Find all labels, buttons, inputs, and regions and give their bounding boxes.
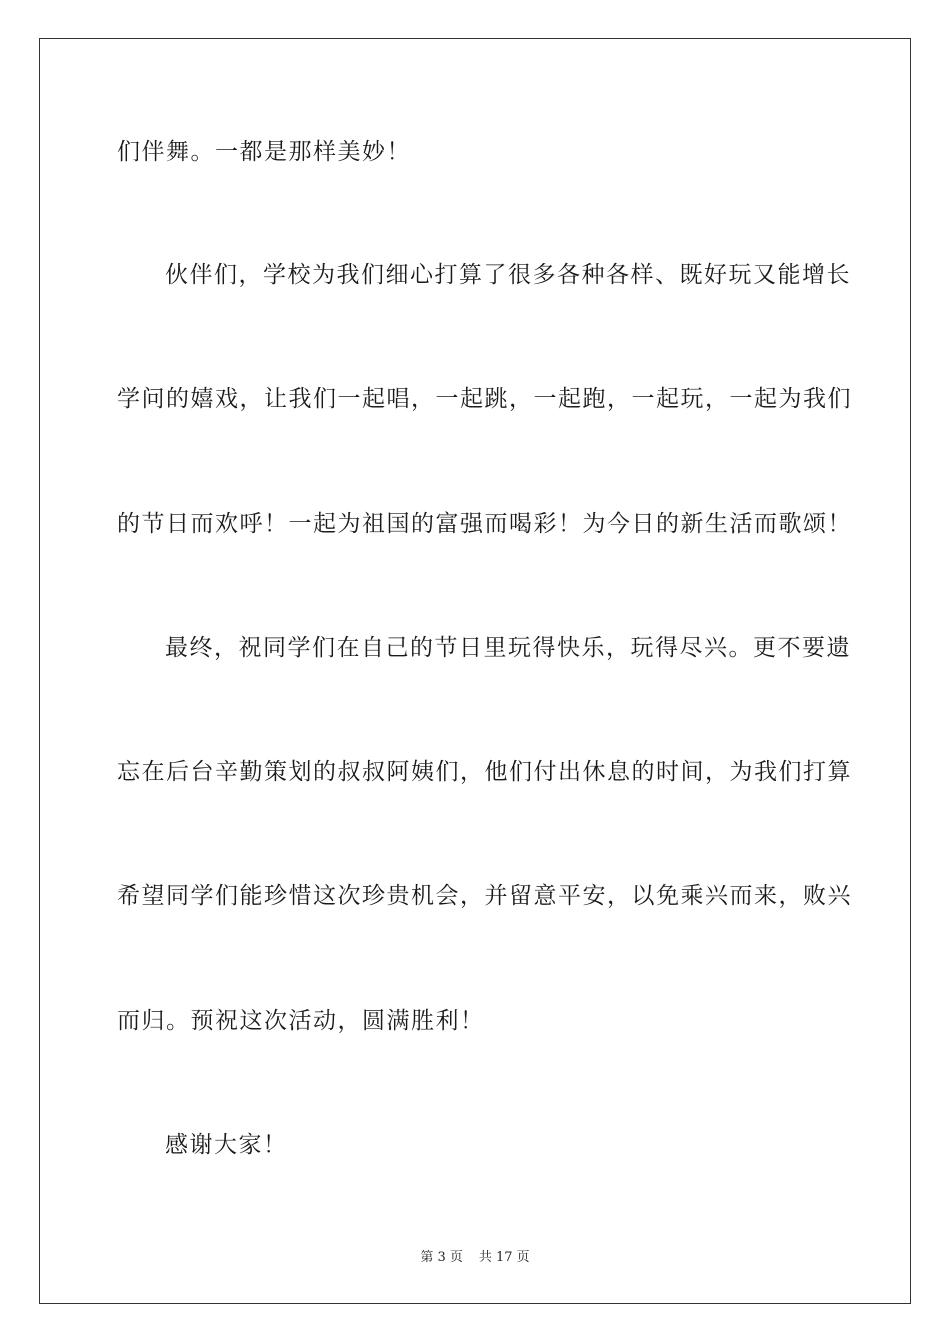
- page-total: 共 17 页: [478, 1250, 530, 1265]
- body-line-3: 学问的嬉戏，让我们一起唱，一起跳，一起跑，一起玩，一起为我们: [117, 386, 852, 412]
- body-line-6: 忘在后台辛勤策划的叔叔阿姨们，他们付出休息的时间，为我们打算: [117, 759, 852, 785]
- page-number: 第 3 页: [420, 1250, 463, 1265]
- body-line-1: 们伴舞。一都是那样美妙！: [117, 139, 411, 165]
- body-line-4: 的节日而欢呼！一起为祖国的富强而喝彩！为今日的新生活而歌颂！: [117, 511, 852, 537]
- body-line-5: 最终，祝同学们在自己的节日里玩得快乐，玩得尽兴。更不要遗: [165, 635, 851, 661]
- body-line-7: 希望同学们能珍惜这次珍贵机会，并留意平安，以免乘兴而来，败兴: [117, 883, 852, 909]
- page-footer: [0, 1246, 950, 1265]
- page-border: [39, 38, 911, 1304]
- body-line-8: 而归。预祝这次活动，圆满胜利！: [117, 1008, 485, 1034]
- body-line-9: 感谢大家！: [165, 1132, 288, 1158]
- body-line-2: 伙伴们，学校为我们细心打算了很多各种各样、既好玩又能增长: [165, 262, 851, 288]
